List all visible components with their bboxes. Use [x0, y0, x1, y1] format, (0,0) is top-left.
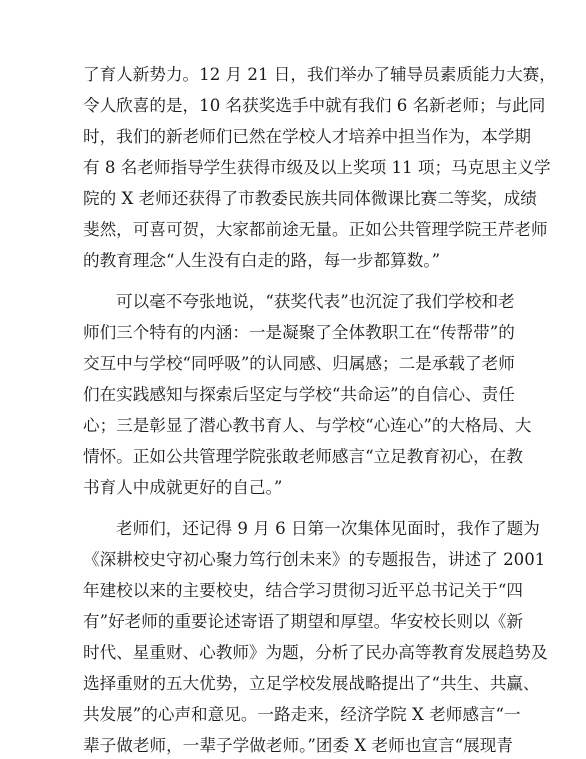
paragraph-2-line-2: 师们三个特有的内涵：一是凝聚了全体教职工在“传帮带”的: [83, 323, 515, 342]
paragraph-3-line-3: 年建校以来的主要校史，结合学习贯彻习近平总书记关于“四: [83, 581, 523, 600]
paragraph-1-line-3: 时，我们的新老师们已然在学校人才培养中担当作为，本学期: [83, 127, 532, 146]
paragraph-2-line-3: 交互中与学校“同呼吸”的认同感、归属感；二是承载了老师: [83, 354, 515, 373]
paragraph-2-line-7: 书育人中成就更好的自己。”: [83, 478, 283, 497]
paragraph-1-line-1: 了育人新势力。12 月 21 日，我们举办了辅导员素质能力大赛，: [83, 65, 556, 84]
paragraph-3-line-8: 辈子做老师，一辈子学做老师。”团委 X 老师也宣言“展现青: [83, 736, 513, 755]
paragraph-3-line-4: 有”好老师的重要论述寄语了期望和厚望。华安校长则以《新: [83, 612, 523, 631]
paragraph-3-line-2: 《深耕校史守初心聚力笃行创未来》的专题报告，讲述了 2001: [83, 550, 546, 569]
paragraph-1-line-2: 令人欣喜的是，10 名获奖选手中就有我们 6 名新老师；与此同: [83, 96, 546, 115]
paragraph-2-line-4: 们在实践感知与探索后坚定与学校“共命运”的自信心、责任: [83, 385, 515, 404]
paragraph-3-line-5: 时代、星重财、心教师》为题，分析了民办高等教育发展趋势及: [83, 643, 548, 662]
paragraph-2-line-5: 心；三是彰显了潜心教书育人、与学校“心连心”的大格局、大: [83, 416, 532, 435]
paragraph-3-line-1: 老师们，还记得 9 月 6 日第一次集体见面时，我作了题为: [116, 519, 540, 538]
paragraph-1-line-4: 有 8 名老师指导学生获得市级及以上奖项 11 项；马克思主义学: [83, 158, 551, 177]
paragraph-2-line-1: 可以毫不夸张地说，“获奖代表”也沉淀了我们学校和老: [116, 292, 515, 311]
paragraph-2-line-6: 情怀。正如公共管理学院张敢老师感言“立足教育初心，在教: [83, 447, 523, 466]
paragraph-3-line-6: 选择重财的五大优势，立足学校发展战略提出了“共生、共赢、: [83, 674, 540, 693]
paragraph-1-line-5: 院的 X 老师还获得了市教委民族共同体微课比赛二等奖，成绩: [83, 189, 537, 208]
paragraph-3-line-7: 共发展”的心声和意见。一路走来，经济学院 X 老师感言“一: [83, 705, 521, 724]
paragraph-1-line-7: 的教育理念“人生没有白走的路，每一步都算数。”: [83, 251, 441, 270]
paragraph-1-line-6: 斐然，可喜可贺，大家都前途无量。正如公共管理学院王芹老师: [83, 220, 548, 239]
